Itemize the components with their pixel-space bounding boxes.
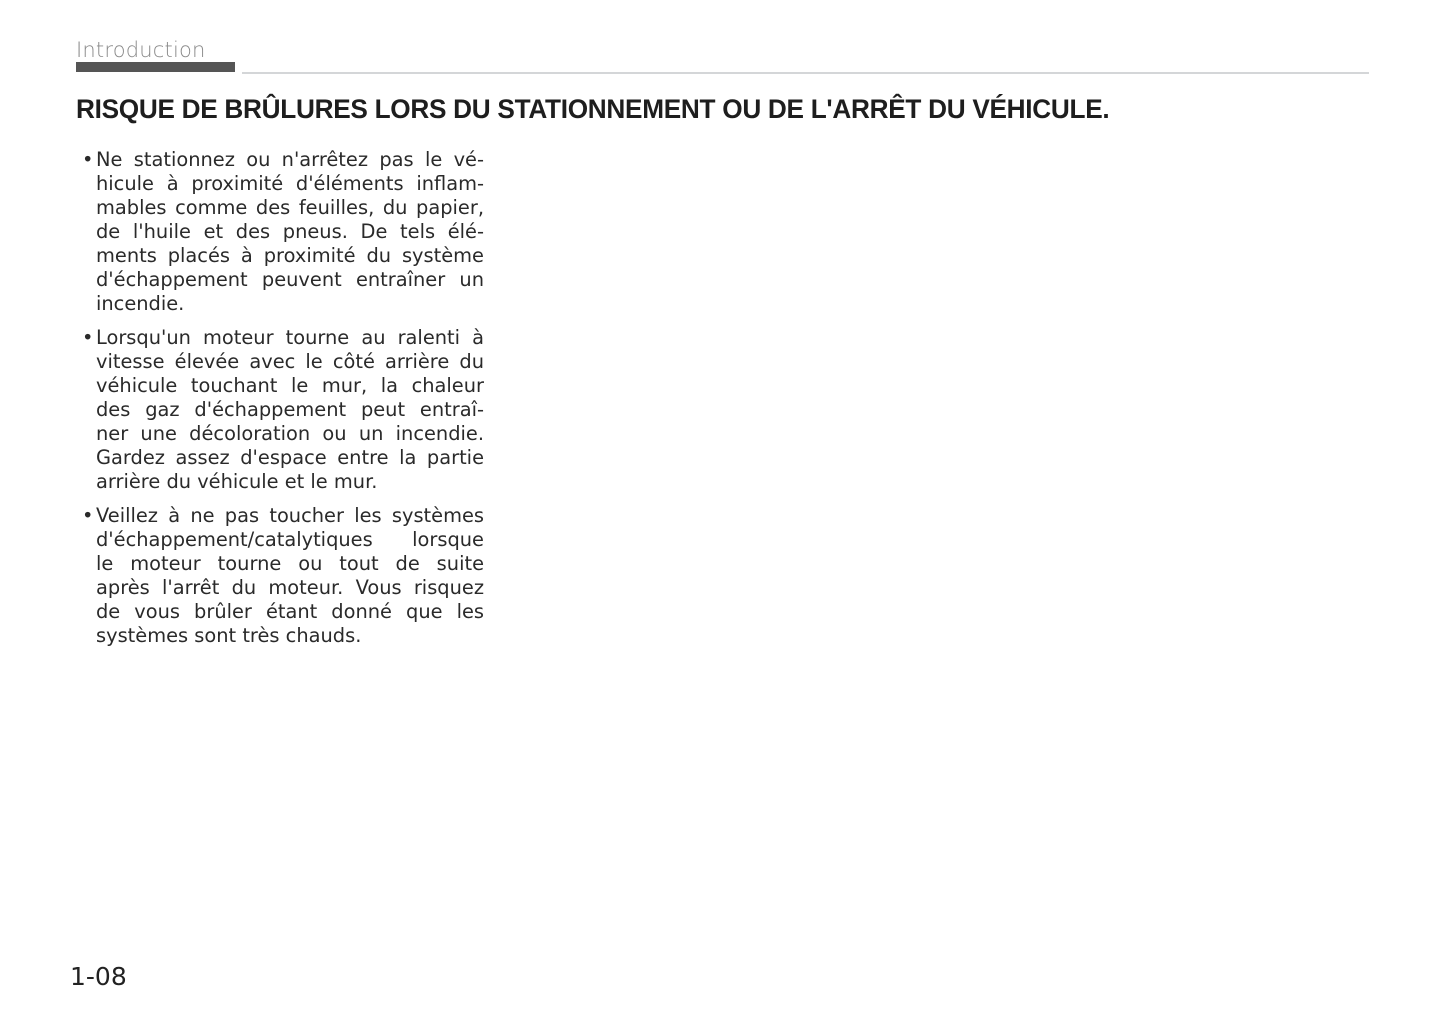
text-line: arrière du véhicule et le mur. [96,470,378,493]
bullet-item [80,326,484,494]
text-line: mables comme des feuilles, du papier, [96,196,484,219]
text-line: vitesse élevée avec le côté arrière du [96,350,484,373]
section-label: Introduction [76,38,206,62]
bullet-item [80,504,484,648]
text-line: de vous brûler étant donné que les [96,600,484,623]
text-line: après l'arrêt du moteur. Vous risquez [96,576,484,599]
text-line: systèmes sont très chauds. [96,624,362,647]
text-line: d'échappement/catalytiques lorsque [96,528,484,551]
section-tab-bar [76,62,235,72]
text-line: Lorsqu'un moteur tourne au ralenti à [96,326,484,349]
bullet-dot: • [82,504,94,527]
text-line: ner une décoloration ou un incendie. [96,422,484,445]
text-line: Gardez assez d'espace entre la partie [96,446,484,469]
bullet-dot: • [82,326,94,349]
page-title: RISQUE DE BRÛLURES LORS DU STATIONNEMENT OU DE L'ARRÊT DU VÉHICULE. [76,94,1110,124]
page-number: 1-08 [70,962,127,991]
bullet-dot: • [82,148,94,171]
header-rule [242,72,1369,74]
text-line: véhicule touchant le mur, la chaleur [96,374,484,397]
text-line: des gaz d'échappement peut entraî- [96,398,484,421]
bullet-item [80,148,484,316]
text-line: le moteur tourne ou tout de suite [96,552,484,575]
text-line: de l'huile et des pneus. De tels élé- [96,220,484,243]
text-line: incendie. [96,292,185,315]
text-line: ments placés à proximité du système [96,244,484,267]
bullet-list [80,148,484,658]
text-line: Ne stationnez ou n'arrêtez pas le vé- [96,148,484,171]
text-line: Veillez à ne pas toucher les systèmes [96,504,484,527]
text-line: hicule à proximité d'éléments inflam- [96,172,484,195]
text-line: d'échappement peuvent entraîner un [96,268,484,291]
